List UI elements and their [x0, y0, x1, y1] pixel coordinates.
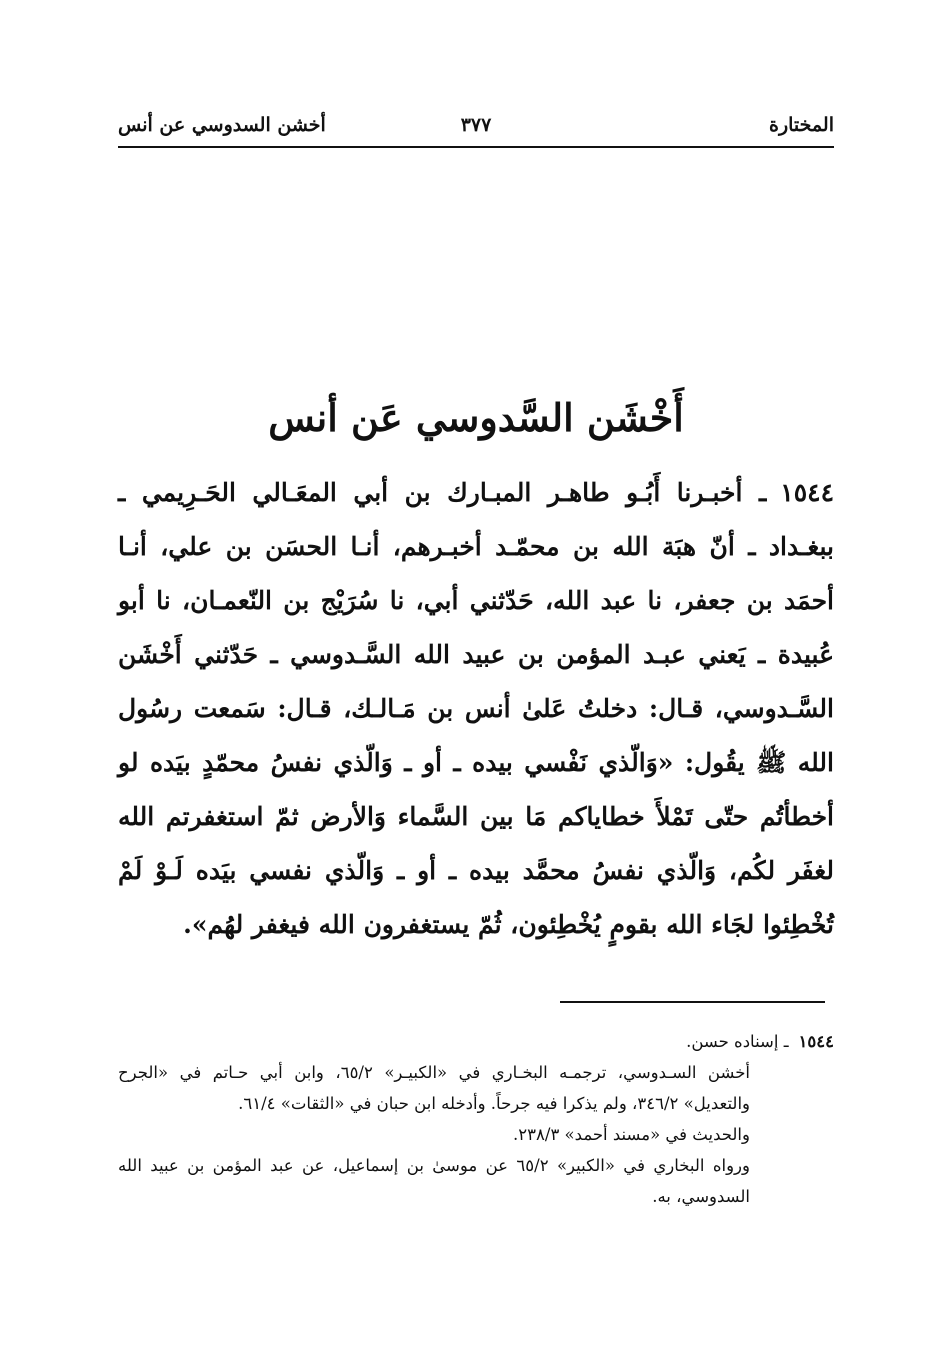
- chapter-heading: أَخْشَن السَّدوسي عَن أنس: [268, 395, 684, 440]
- footnotes: [118, 1026, 834, 1212]
- hadith-paragraph: [118, 466, 834, 952]
- footnote-line: ورواه البخاري في «الكبير» ٦٥/٢ عن موسىٰ بن إسماعيل، عن عبد المؤمن بن عبيد الله السدوسي، به.: [118, 1156, 750, 1206]
- section-title: أخشن السدوسي عن أنس: [118, 114, 326, 136]
- footnote-text: ـ إسناده حسن.: [686, 1032, 789, 1051]
- footnote-line: أخشن السـدوسي، ترجمـه البخـاري في «الكبيـر» ٦٥/٢، وابن أبي حـاتم في «الجرح والتعديل» ٣٤٦/٢، ولم يذكرا فيه جرحاً. وأدخله ابن حبان في «الثقات» ٦١/٤.: [118, 1063, 750, 1113]
- running-header: [118, 112, 834, 148]
- hadith-number: ١٥٤٤: [780, 478, 834, 507]
- footnote-line: والحديث في «مسند أحمد» ٢٣٨/٣.: [513, 1125, 750, 1144]
- page-number: ٣٧٧: [460, 114, 492, 136]
- hadith-text: ـ أخبـرنا أَبُـو طاهـر المبـارك بن أبي المعَـالي الحَـرِيمي ـ ببغـداد ـ أنّ هبَة الله بن محمّـد أخبـرهم، أنـا الحسَن بن علي، أنـا أحمَد بن جعفر، نا عبد الله، حَدّثني أبي، نا سُرَيْج بن النّعمـان، نا أبو عُبيدة ـ يَعني عبـد المؤمن بن عبيد الله السَّـدوسي ـ حَدّثني أَخْشَن السَّـدوسي، قـال: دخلتُ عَلىٰ أنس بن مَـالـك، قـال: سَمعت رسُول الله ﷺ يقُول: «وَالّذي نَفْسي بيده ـ أو ـ وَالّذي نفسُ محمّدٍ بيَده لو أخطأتُم حتّى تَمْلأَ خطاياكم مَا بين السَّماء وَالأرض ثمّ استغفرتم الله لغفَر لكُم، وَالّذي نفسُ محمَّد بيده ـ أو ـ وَالّذي نفسي بيَده لَـوْ لَمْ تُخْطِئوا لجَاء الله بقومٍ يُخْطِئون، ثُمّ يستغفرون الله فيغفر لهُم».: [118, 478, 834, 939]
- footnote-number: ١٥٤٤: [798, 1032, 834, 1051]
- footnote-separator: [560, 1001, 825, 1003]
- footnote-line: [118, 1026, 834, 1057]
- book-title: المختارة: [769, 114, 834, 136]
